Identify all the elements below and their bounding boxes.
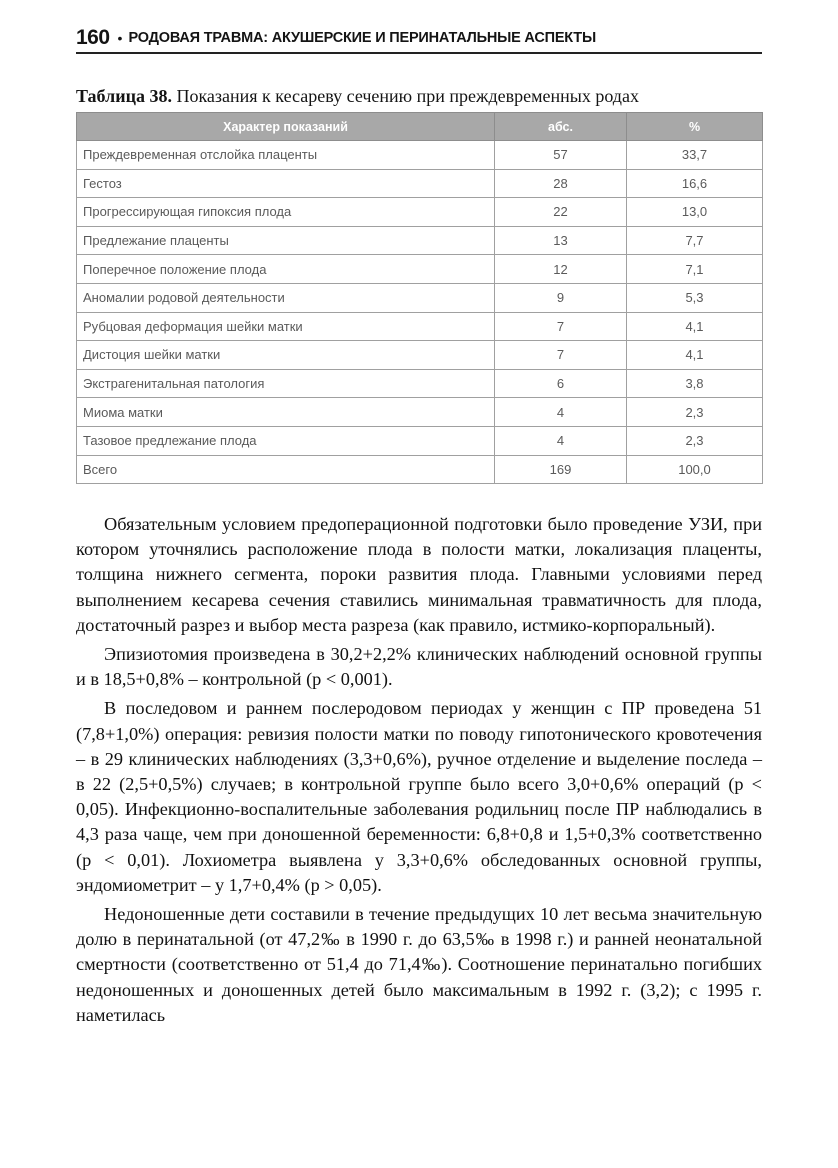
table-row <box>77 398 763 427</box>
abs-value: 4 <box>495 398 627 427</box>
table-row <box>77 169 763 198</box>
paragraph: Эпизиотомия произведена в 30,2+2,2% клинических наблюдений основной группы и в 18,5+0,8% – контрольной (p < 0,001). <box>76 644 762 690</box>
indication-name: Дистоция шейки матки <box>77 341 495 370</box>
abs-value: 22 <box>495 198 627 227</box>
abs-value: 6 <box>495 369 627 398</box>
header-bullet: • <box>117 30 123 46</box>
paragraph: Обязательным условием предоперационной подготовки было проведение УЗИ, при котором уточнялись расположение плода в полости матки, локализация плаценты, толщина нижнего сегмента, пороки развития плода. Главными условиями перед выполнением кесарева сечения ставились минимальная травматичность для плода, достаточный разрез и выбор места разреза (как правило, истмико-корпоральный). <box>76 514 762 635</box>
pct-value: 2,3 <box>627 426 763 455</box>
pct-value: 33,7 <box>627 141 763 170</box>
table-row <box>77 283 763 312</box>
table-row <box>77 141 763 170</box>
column-header-abs: абс. <box>495 113 627 141</box>
table-row <box>77 341 763 370</box>
indication-name: Прогрессирующая гипоксия плода <box>77 198 495 227</box>
column-header-pct: % <box>627 113 763 141</box>
indication-name: Миома матки <box>77 398 495 427</box>
table-caption <box>76 86 766 107</box>
abs-value: 13 <box>495 226 627 255</box>
pct-value: 3,8 <box>627 369 763 398</box>
total-label: Всего <box>77 455 495 484</box>
pct-value: 2,3 <box>627 398 763 427</box>
running-title: РОДОВАЯ ТРАВМА: АКУШЕРСКИЕ И ПЕРИНАТАЛЬНЫЕ АСПЕКТЫ <box>128 30 596 46</box>
indication-name: Экстрагенитальная патология <box>77 369 495 398</box>
column-header-indication: Характер показаний <box>77 113 495 141</box>
abs-value: 9 <box>495 283 627 312</box>
pct-value: 5,3 <box>627 283 763 312</box>
table-row <box>77 226 763 255</box>
pct-value: 7,7 <box>627 226 763 255</box>
table-caption-label: Таблица 38. <box>76 86 172 106</box>
page-header <box>76 24 762 54</box>
abs-value: 12 <box>495 255 627 284</box>
table-header-row <box>77 113 763 141</box>
pct-value: 4,1 <box>627 312 763 341</box>
pct-value: 13,0 <box>627 198 763 227</box>
indication-name: Поперечное положение плода <box>77 255 495 284</box>
table-row <box>77 198 763 227</box>
total-abs-value: 169 <box>495 455 627 484</box>
table-row <box>77 255 763 284</box>
body-text <box>76 512 762 1032</box>
indication-name: Аномалии родовой деятельности <box>77 283 495 312</box>
indications-table <box>76 112 763 484</box>
page-number: 160 <box>76 26 110 49</box>
paragraph: Недоношенные дети составили в течение предыдущих 10 лет весьма значительную долю в перинатальной (от 47,2‰ в 1990 г. до 63,5‰ в 1998 г.) и ранней неонатальной смертности (соответственно от 51,4 до 71,4‰). Соотношение перинатально погибших недоношенных и доношенных детей было максимальным в 1992 г. (3,2); с 1995 г. наметилась <box>76 904 762 1025</box>
table-row <box>77 426 763 455</box>
indication-name: Преждевременная отслойка плаценты <box>77 141 495 170</box>
pct-value: 4,1 <box>627 341 763 370</box>
paragraph: В последовом и раннем послеродовом периодах у женщин с ПР проведена 51 (7,8+1,0%) операция: ревизия полости матки по поводу гипотонического кровотечения – в 29 клинических наблюдениях (3,3+0,6%), ручное отделение и выделение последа – в 22 (2,5+0,5%) случаев; в контрольной группе было всего 3,0+0,6% операций (p < 0,05). Инфекционно-воспалительные заболевания родильниц после ПР наблюдались в 4,3 раза чаще, чем при доношенной беременности: 6,8+0,8 и 1,5+0,3% соответственно (p < 0,01). Лохиометра выявлена у 3,3+0,6% обследованных основной группы, эндомиометрит – у 1,7+0,4% (p > 0,05). <box>76 698 762 895</box>
table-row <box>77 312 763 341</box>
abs-value: 28 <box>495 169 627 198</box>
indication-name: Тазовое предлежание плода <box>77 426 495 455</box>
abs-value: 7 <box>495 341 627 370</box>
table-row <box>77 369 763 398</box>
abs-value: 57 <box>495 141 627 170</box>
table-total-row <box>77 455 763 484</box>
indication-name: Гестоз <box>77 169 495 198</box>
pct-value: 16,6 <box>627 169 763 198</box>
table-caption-text: Показания к кесареву сечению при преждевременных родах <box>171 86 639 106</box>
abs-value: 4 <box>495 426 627 455</box>
total-pct-value: 100,0 <box>627 455 763 484</box>
indication-name: Рубцовая деформация шейки матки <box>77 312 495 341</box>
indication-name: Предлежание плаценты <box>77 226 495 255</box>
abs-value: 7 <box>495 312 627 341</box>
pct-value: 7,1 <box>627 255 763 284</box>
